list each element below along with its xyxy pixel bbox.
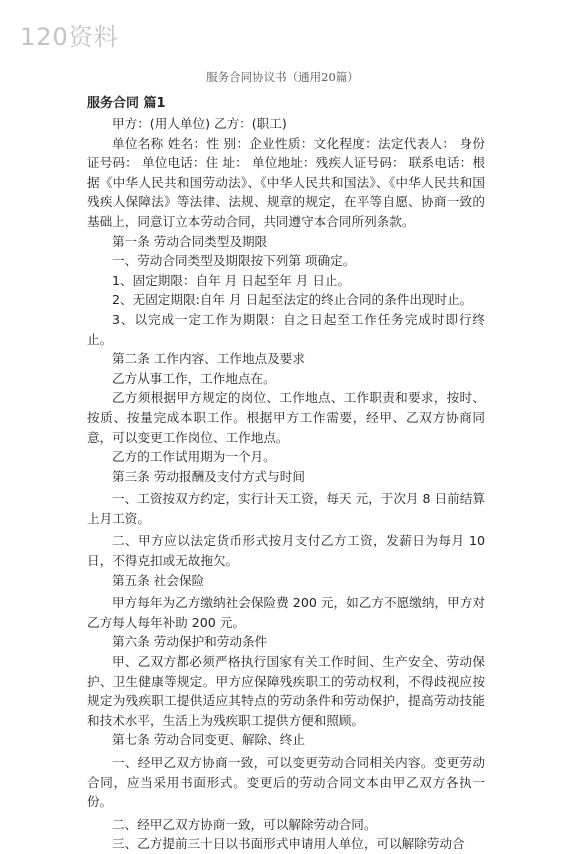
document-header: 服务合同协议书（通用20篇） — [206, 70, 359, 84]
paragraph: 单位名称 姓名：性 别：企业性质：文化程度：法定代表人： 身份证号码： 单位电话：住 址： 单位地址：残疾人证号码： 联系电话：根据《中华人民共和国劳动法》、《中华人民共和国法》、《中华人民共和国残疾人保障法》等法律、法规、规章的规定，在平等自愿、协商一致的基础上，同意订立本劳动合同，共同遵守本合同所列条款。 — [87, 135, 485, 229]
paragraph: 1、固定期限：自年 月 日起至年 月 日止。 — [112, 272, 351, 288]
paragraph: 甲方每年为乙方缴纳社会保险费 200 元，如乙方不愿缴纳，甲方对乙方每人每年补助 200 元。 — [87, 595, 485, 630]
paragraph: 3、以完成一定工作为期限：自之日起至工作任务完成时即行终止。 — [87, 311, 485, 347]
paragraph: 乙方的工作试用期为一个月。 — [112, 449, 276, 465]
article-heading: 第二条 工作内容、工作地点及要求 — [112, 351, 305, 367]
article-heading: 第六条 劳动保护和劳动条件 — [112, 634, 268, 650]
paragraph: 二、经甲乙双方协商一致，可以解除劳动合同。 — [112, 816, 377, 832]
paragraph: 乙方须根据甲方规定的岗位、工作地点、工作职责和要求，按时、按质、按量完成本职工作。根据甲方工作需要，经甲、乙双方协商同意，可以变更工作岗位、工作地点。 — [87, 390, 485, 445]
paragraph: 三、乙方提前三十日以书面形式申请用人单位，可以解除劳动合 — [112, 836, 465, 852]
paragraph: 一、经甲乙双方协商一致，可以变更劳动合同相关内容。变更劳动合同，应当采用书面形式。变更后的劳动合同文本由甲乙双方各执一份。 — [87, 755, 485, 810]
paragraph: 2、无固定期限:自年 月 日起至法定的终止合同的条件出现时止。 — [112, 292, 473, 308]
paragraph: 二、甲方应以法定货币形式按月支付乙方工资，发薪日为每月 10 日，不得克扣或无故拖欠。 — [87, 533, 485, 569]
document-body — [87, 94, 485, 854]
article-heading: 第七条 劳动合同变更、解除、终止 — [112, 732, 305, 748]
article-heading: 第三条 劳动报酬及支付方式与时间 — [112, 468, 305, 484]
paragraph: 甲、乙双方都必须严格执行国家有关工作时间、生产安全、劳动保护、卫生健康等规定。甲方应保障残疾职工的劳动权利，不得歧视应按规定为残疾职工提供适应其特点的劳动条件和劳动保护，提高劳动技能和技术水平，生活上为残疾职工提供方便和照顾。 — [87, 654, 485, 728]
watermark: 120资料 — [20, 23, 119, 51]
article-heading: 第五条 社会保险 — [112, 572, 205, 588]
section-title: 服务合同 篇1 — [87, 96, 166, 111]
paragraph: 一、劳动合同类型及期限按下列第 项确定。 — [112, 253, 356, 269]
article-heading: 第一条 劳动合同类型及期限 — [112, 233, 268, 249]
paragraph: 一、工资按双方约定，实行计天工资，每天 元，于次月 8 日前结算上月工资。 — [87, 491, 485, 526]
paragraph: 甲方：(用人单位) 乙方：(职工) — [112, 116, 287, 131]
paragraph: 乙方从事工作，工作地点在。 — [112, 370, 276, 386]
